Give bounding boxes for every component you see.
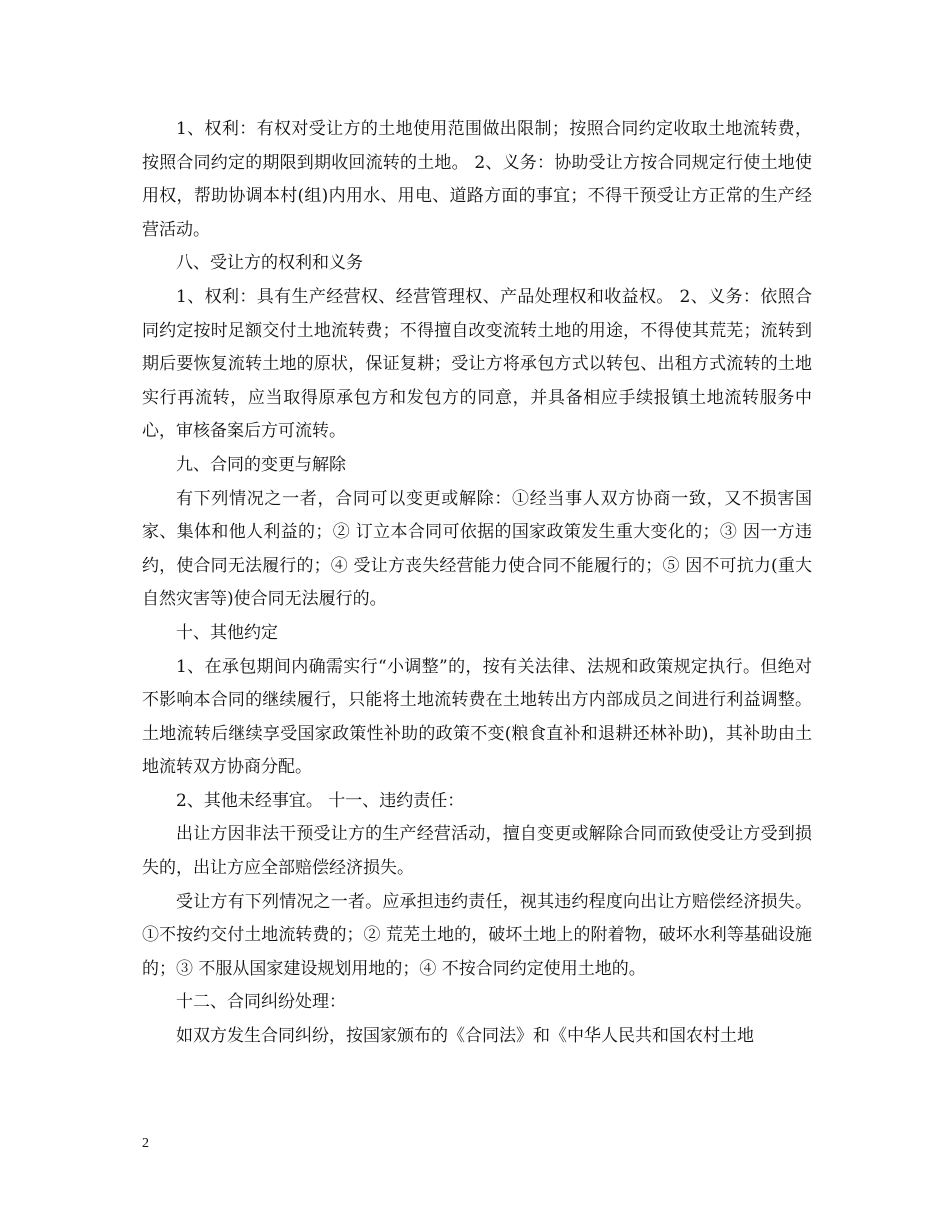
paragraph-other-agreements: 1、在承包期间内确需实行“小调整”的，按有关法律、法规和政策规定执行。但绝对不影响本合同的继续履行，只能将土地流转费在土地转出方内部成员之间进行利益调整。土地流转后继续享受国家政策性补助的政策不变(粮食直补和退耕还林补助)，其补助由土地流转双方协商分配。 bbox=[142, 656, 812, 778]
paragraph-contract-change-termination: 有下列情况之一者，合同可以变更或解除：①经当事人双方协商一致，又不损害国家、集体和他人利益的；② 订立本合同可依据的国家政策发生重大变化的；③ 因一方违约，使合同无法履行的；④ 受让方丧失经营能力使合同不能履行的；⑤ 因不可抗力(重大自然灾害等)使合同无法履行的。 bbox=[142, 488, 812, 610]
page-number: 2 bbox=[142, 1136, 149, 1151]
paragraph-transferee-rights-obligations: 1、权利：具有生产经营权、经营管理权、产品处理权和收益权。 2、义务：依照合同约定按时足额交付土地流转费；不得擅自改变流转土地的用途，不得使其荒芜；流转到期后要恢复流转土地的原状，保证复耕；受让方将承包方式以转包、出租方式流转的土地实行再流转，应当取得原承包方和发包方的同意，并具备相应手续报镇土地流转服务中心，审核备案后方可流转。 bbox=[142, 286, 812, 442]
document-body bbox=[142, 113, 812, 1054]
paragraph-transferee-liability: 受让方有下列情况之一者。应承担违约责任，视其违约程度向出让方赔偿经济损失。①不按约交付土地流转费的；② 荒芜土地的，破坏土地上的附着物，破坏水利等基础设施的；③ 不服从国家建设规划用地的；④ 不按合同约定使用土地的。 bbox=[142, 891, 812, 979]
section-heading-9: 九、合同的变更与解除 bbox=[176, 454, 346, 475]
section-heading-11: 2、其他未经事宜。 十一、违约责任： bbox=[176, 790, 465, 811]
paragraph-transferor-rights-obligations: 1、权利：有权对受让方的土地使用范围做出限制；按照合同约定收取土地流转费，按照合同约定的期限到期收回流转的土地。 2、义务：协助受让方按合同规定行使土地使用权，帮助协调本村(组)内用水、用电、道路方面的事宜；不得干预受让方正常的生产经营活动。 bbox=[142, 119, 812, 240]
section-heading-8: 八、受让方的权利和义务 bbox=[176, 253, 363, 274]
paragraph-dispute-resolution: 如双方发生合同纠纷，按国家颁布的《合同法》和《中华人民共和国农村土地 bbox=[176, 1026, 754, 1047]
section-heading-10: 十、其他约定 bbox=[176, 622, 278, 643]
section-heading-12: 十二、合同纠纷处理： bbox=[176, 992, 346, 1013]
paragraph-transferor-liability: 出让方因非法干预受让方的生产经营活动，擅自变更或解除合同而致使受让方受到损失的，出让方应全部赔偿经济损失。 bbox=[142, 824, 812, 879]
